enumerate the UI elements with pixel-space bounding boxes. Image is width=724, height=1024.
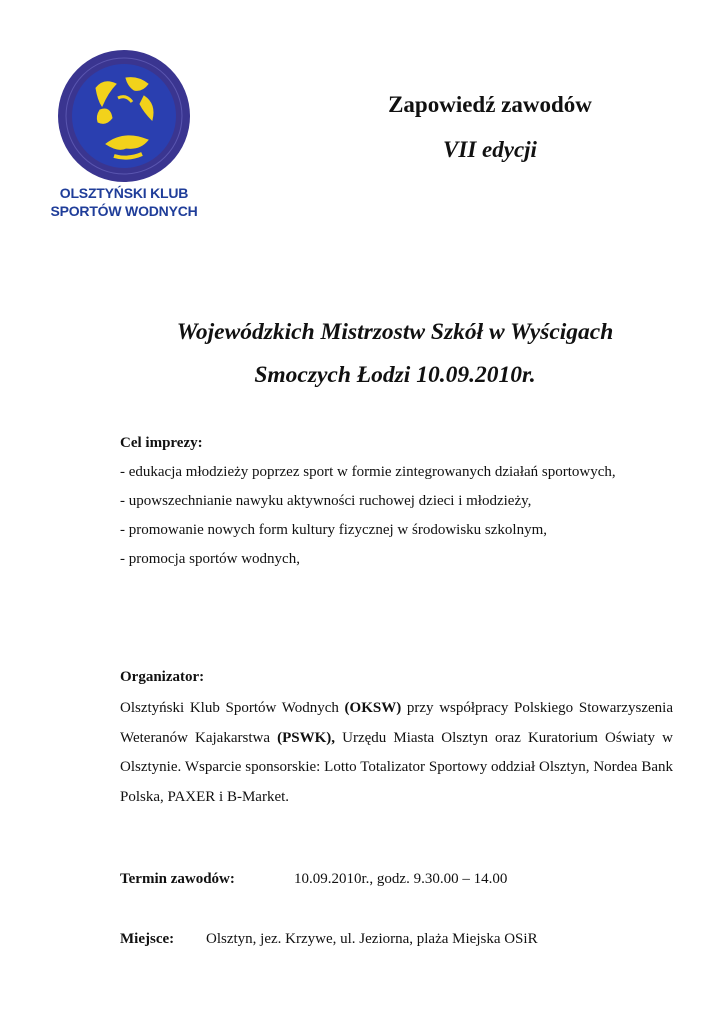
club-logo [44, 48, 204, 224]
event-heading-line2: Smoczych Łodzi 10.09.2010r. [254, 362, 536, 388]
organizer-abbr-oksw: (OKSW) [344, 700, 402, 716]
event-heading-line1: Wojewódzkich Mistrzostw Szkół w Wyścigach [176, 319, 614, 345]
goals-list [120, 458, 673, 574]
organizer-label: Organizator: [120, 669, 205, 685]
date-label: Termin zawodów: [120, 871, 235, 887]
announcement-title: Zapowiedź zawodów [388, 92, 592, 117]
club-emblem-icon [56, 48, 192, 184]
place-label: Miejsce: [120, 931, 175, 947]
organizer-text [120, 694, 673, 812]
logo-text-line2: SPORTÓW WODNYCH [50, 203, 198, 219]
logo-text-line1: OLSZTYŃSKI KLUB [59, 185, 189, 201]
organizer-abbr-pswk: (PSWK), [277, 729, 336, 746]
goal-item: - promowanie nowych form kultury fizycznej w środowisku szkolnym, [120, 522, 547, 538]
organizer-text-part3: Urzędu Miasta Olsztyn oraz Kuratorium Oświaty w Olsztynie. Wsparcie sponsorskie: Lotto Totalizator Sportowy oddział Olsztyn, Nordea Bank Polska, PAXER i B-Market. [120, 729, 673, 805]
goal-item: - promocja sportów wodnych, [120, 551, 300, 567]
place-value: Olsztyn, jez. Krzywe, ul. Jeziorna, plaża Miejska OSiR [206, 931, 538, 947]
date-value: 10.09.2010r., godz. 9.30.00 – 14.00 [294, 871, 508, 887]
organizer-text-part2: przy współpracy Polskiego Stowarzyszenia Weteranów Kajakarstwa [120, 700, 673, 746]
edition-title: VII edycji [443, 137, 537, 162]
cel-label: Cel imprezy: [120, 435, 203, 451]
goal-item: - edukacja młodzieży poprzez sport w formie zintegrowanych działań sportowych, [120, 464, 616, 480]
organizer-text-part1: Olsztyński Klub Sportów Wodnych [120, 700, 345, 716]
goal-item: - upowszechnianie nawyku aktywności ruchowej dzieci i młodzieży, [120, 493, 532, 509]
